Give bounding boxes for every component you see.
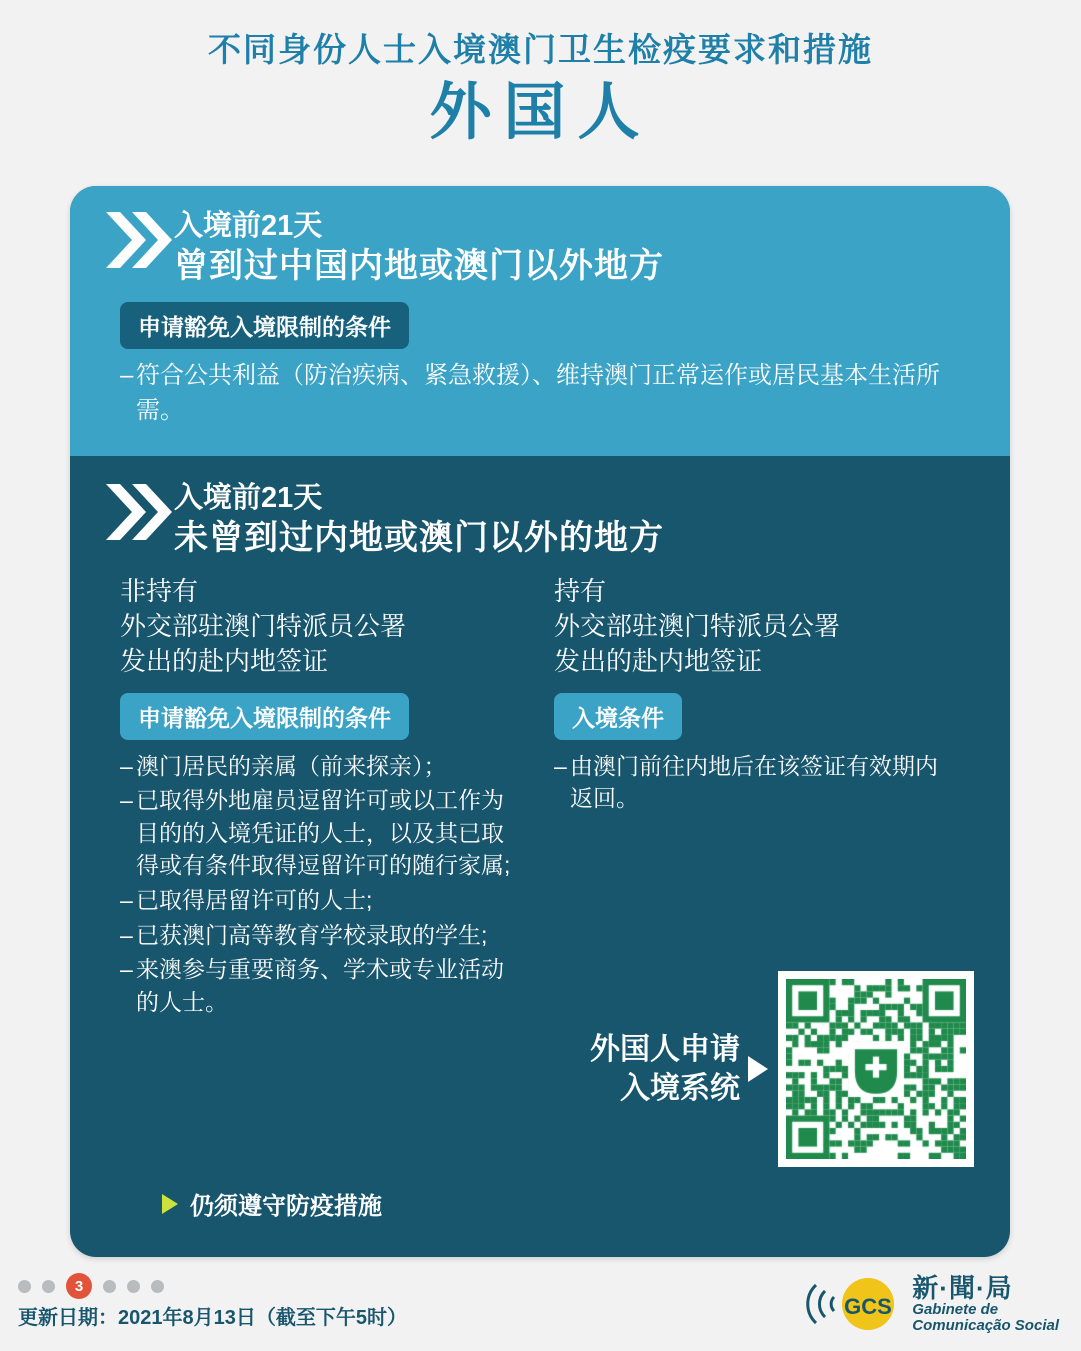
bullet-text: 已获澳门高等教育学校录取的学生;	[136, 921, 488, 948]
qr-code-icon[interactable]	[778, 971, 974, 1167]
triangle-icon	[162, 1194, 178, 1214]
double-chevron-icon	[106, 212, 174, 268]
section-pre-arrival-visited	[70, 186, 1010, 456]
footnote-text: 仍须遵守防疫措施	[190, 1193, 382, 1220]
page-subtitle: 不同身份人士入境澳门卫生检疫要求和措施	[208, 31, 873, 68]
bullet-text: 符合公共利益（防治疾病、紧急救援）、维持澳门正常运作或居民基本生活所需。	[136, 362, 940, 424]
gcs-logo	[806, 1271, 1059, 1337]
page-dot[interactable]	[151, 1280, 164, 1293]
section1-condition-pill: 申请豁免入境限制的条件	[120, 302, 409, 349]
page-dot-active[interactable]: 3	[66, 1273, 92, 1299]
double-chevron-icon	[106, 484, 174, 540]
list-item	[120, 359, 974, 427]
page-header	[0, 0, 1081, 151]
bullet-dash: –	[120, 887, 133, 914]
right-condition-pill: 入境条件	[554, 693, 682, 740]
column-with-visa	[540, 574, 974, 1021]
qr-application-block[interactable]	[590, 971, 974, 1167]
bullet-dash: –	[120, 956, 133, 983]
section2-heading-line1: 入境前21天	[174, 481, 323, 514]
page-dot[interactable]	[42, 1280, 55, 1293]
section2-heading-line2: 未曾到过内地或澳门以外的地方	[174, 518, 664, 557]
bullet-dash: –	[554, 752, 567, 779]
list-item	[120, 919, 522, 952]
section-pre-arrival-not-visited	[70, 456, 1010, 1021]
right-heading-line3: 发出的赴内地签证	[554, 645, 763, 676]
gcs-logo-cn: 新·聞·局	[912, 1272, 1013, 1303]
bullet-text: 澳门居民的亲属（前来探亲）；	[136, 752, 447, 779]
bottom-bar	[0, 1257, 1081, 1351]
left-heading-line1: 非持有	[120, 576, 199, 607]
updated-date: 更新日期：2021年8月13日（截至下午5时）	[18, 1307, 407, 1329]
left-condition-pill: 申请豁免入境限制的条件	[120, 693, 409, 740]
section1-heading	[106, 208, 974, 288]
page-title: 外国人	[429, 77, 652, 147]
left-column-heading	[120, 574, 522, 678]
list-item	[120, 750, 522, 783]
qr-label	[590, 1030, 740, 1108]
footnote	[162, 1186, 382, 1221]
gcs-logo-text	[912, 1272, 1059, 1334]
bullet-dash: –	[120, 362, 134, 390]
bullet-text: 由澳门前往内地后在该签证有效期内返回。	[570, 752, 938, 812]
list-item	[120, 784, 522, 882]
section1-heading-line2: 曾到过中国内地或澳门以外地方	[174, 247, 664, 286]
list-item	[120, 884, 522, 917]
section1-bullets	[120, 359, 974, 427]
column-without-visa	[106, 574, 540, 1021]
right-column-heading	[554, 574, 956, 678]
qr-code-canvas	[786, 979, 966, 1159]
content-card	[70, 186, 1010, 1257]
svg-text:GCS: GCS	[844, 1294, 893, 1319]
bullet-dash: –	[120, 752, 133, 779]
section1-heading-line1: 入境前21天	[174, 210, 323, 242]
page-dot[interactable]	[127, 1280, 140, 1293]
qr-label-line1: 外国人申请	[590, 1033, 740, 1066]
bullet-text: 来澳参与重要商务、学术或专业活动的人士。	[136, 956, 504, 1016]
right-bullets	[554, 750, 956, 815]
bullet-text: 已取得外地雇员逗留许可或以工作为目的的入境凭证的人士，以及其已取得或有条件取得逗留许可的随行家属;	[136, 787, 511, 879]
page-dot[interactable]	[18, 1280, 31, 1293]
right-heading-line1: 持有	[554, 576, 607, 607]
gcs-logo-mark	[806, 1271, 902, 1337]
list-item	[554, 750, 956, 815]
qr-label-line2: 入境系统	[620, 1072, 740, 1105]
left-heading-line2: 外交部驻澳门特派员公署	[120, 610, 407, 641]
arrow-right-icon	[748, 1056, 768, 1082]
page-dot[interactable]	[103, 1280, 116, 1293]
bullet-dash: –	[120, 787, 133, 814]
gcs-logo-pt1: Gabinete de	[912, 1300, 999, 1318]
page-dots[interactable]	[18, 1273, 175, 1299]
gcs-logo-pt2: Comunicação Social	[912, 1316, 1059, 1334]
left-heading-line3: 发出的赴内地签证	[120, 645, 329, 676]
list-item	[120, 953, 522, 1018]
bullet-dash: –	[120, 921, 133, 948]
bullet-text: 已取得居留许可的人士;	[136, 887, 373, 914]
section2-columns	[106, 574, 974, 1021]
left-bullets	[120, 750, 522, 1019]
right-heading-line2: 外交部驻澳门特派员公署	[554, 610, 841, 641]
section2-heading	[106, 480, 974, 560]
